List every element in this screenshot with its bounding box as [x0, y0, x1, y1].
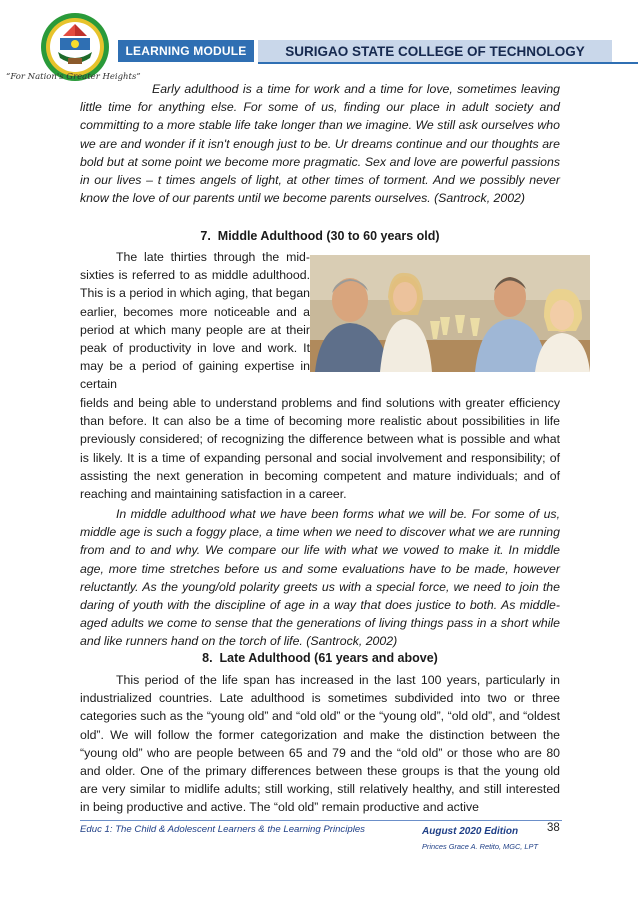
early-adulthood-quote: Early adulthood is a time for work and a time for love, sometimes leaving little time for anything else. For some of us, finding our place in adult society and committing to a more stable life take longer than we imagine. We still ask ourselves who we are and wonder if it isn't enough just to be. Ur dreams continue and our thoughts are bold but at some point we become more pragmatic. Sex and love are powerful passions in our lives – t times angels of light, at other times of torment. And we possibly never know the love of our parents until we become parents ourselves. (Santrock, 2002) [80, 82, 560, 206]
middle-adulthood-intro: The late thirties through the mid-sixties is referred to as middle adulthood. This is a period in which aging, that began earlier, becomes more noticeable and a period at which many people are at their peak of productivity in love and work. It may be a period of gaining expertise in certain [80, 250, 310, 392]
module-label: LEARNING MODULE [118, 40, 254, 62]
footer-divider [80, 820, 562, 821]
page-number: 38 [547, 822, 560, 834]
college-motto: “For Nation's Greater Heights” [6, 72, 141, 82]
school-name: SURIGAO STATE COLLEGE OF TECHNOLOGY [258, 40, 612, 62]
author-credit: Princes Grace A. Retito, MGC, LPT [422, 842, 538, 851]
edition-label: August 2020 Edition [422, 826, 519, 837]
course-title: Educ 1: The Child & Adolescent Learners & the Learning Principles [80, 824, 365, 835]
heading-middle-adulthood: 7. Middle Adulthood (30 to 60 years old) [200, 229, 440, 243]
header-divider [258, 62, 638, 64]
late-adulthood-body: This period of the life span has increased in the last 100 years, particularly in industrialized countries. Late adulthood is sometimes subdivided into two or three categories such as the “young old” and “old old” or the “young old”, “old old”, and “oldest old”. We will follow the former categorization and make the distinction between the “young old” who are people between 65 and 79 and the “old old” or those who are 80 and older. One of the primary differences between these groups is that the young old are very similar to midlife adults; still working, still relatively healthy, and still interested in being productive and active. The “old old” remain productive and active [80, 673, 560, 815]
heading-late-adulthood: 8. Late Adulthood (61 years and above) [202, 651, 438, 665]
middle-adulthood-quote: In middle adulthood what we have been forms what we will be. For some of us, middle age is such a foggy place, a time when we need to discover what we are running from and to and why. We compare our life with what we vowed to make it. In middle age, more time stretches before us and some evaluations have to be made, however reluctantly. As the young/old polarity greets us with a special force, we need to join the daring of youth with the discipline of age in a way that does justice to both. As middle-aged adults we come to sense that the generations of living things pass in a short while and like runners hand on the torch of life. (Santrock, 2002) [80, 507, 560, 649]
middle-adulthood-body: fields and being able to understand problems and find solutions with greater efficiency than before. It can also be a time of becoming more realistic about possibilities in life previously considered; of recognizing the difference between what is possible and what is likely. It is a time of expanding personal and social involvement and responsibility; of assisting the next generation in becoming competent and mature individuals; and of reaching and maintaining satisfaction in a career. [80, 396, 560, 502]
group-toast-photo [310, 255, 590, 372]
